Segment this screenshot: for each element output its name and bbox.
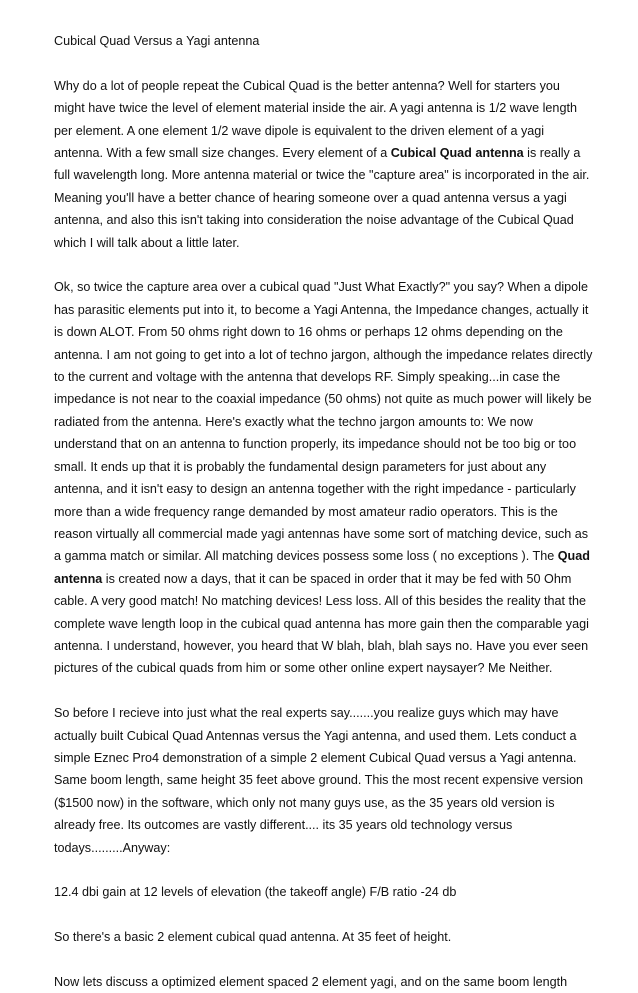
- paragraph-intro-text-b: is really a full wavelength long. More antenna material or twice the "capture area" is incorporated in the air. Meaning you'll have a better chance of hearing someone over a quad antenna versus a yagi antenna, and also this isn't taking into consideration the noise advantage of the Cubical Quad which I will talk about a little later.: [54, 146, 590, 250]
- paragraph-eznec: So before I recieve into just what the real experts say.......you realize guys which may have actually built Cubical Quad Antennas versus the Yagi antenna, and used them. Lets conduct a simple Eznec Pro4 demonstration of a simple 2 element Cubical Quad versus a Yagi antenna. Same boom length, same height 35 feet above ground. This the most recent expensive version ($1500 now) in the software, which only not many guys use, as the 35 years old version is already free. Its outcomes are vastly different.... its 35 years old technology versus todays.........Anyway:: [54, 706, 584, 855]
- paragraph-yagi-intro: Now lets discuss a optimized element spaced 2 element yagi, and on the same boom length: [54, 974, 568, 989]
- paragraph-intro: [54, 75, 594, 254]
- paragraph-intro-text-a: Why do a lot of people repeat the Cubical Quad is the better antenna? Well for starters you might have twice the level of element material inside the air. A yagi antenna is 1/2 wave length per element. A one element 1/2 wave dipole is equivalent to the driven element of a yagi antenna. With a few small size changes. Every element of a: [54, 78, 577, 161]
- document-title: Cubical Quad Versus a Yagi antenna: [54, 34, 260, 48]
- document-page: [54, 30, 594, 993]
- paragraph-impedance: [54, 276, 594, 679]
- paragraph-impedance-text-b: is created now a days, that it can be spaced in order that it may be fed with 50 Ohm cable. A very good match! No matching devices! Less loss. All of this besides the reality that the complete wave length loop in the cubical quad antenna has more gain then the comparable yagi antenna. I understand, however, you heard that W blah, blah, blah says no. Have you ever seen pictures of the cubical quads from him or some other online expert naysayer? Me Neither.: [54, 571, 589, 676]
- paragraph-gain-result: 12.4 dbi gain at 12 levels of elevation (the takeoff angle) F/B ratio -24 db: [54, 885, 457, 900]
- quad-antenna-link: Quad antenna: [54, 549, 590, 586]
- cubical-quad-antenna-link: Cubical Quad antenna: [390, 146, 524, 161]
- paragraph-impedance-text-a: Ok, so twice the capture area over a cubical quad "Just What Exactly?" you say? When a dipole has parasitic elements put into it, to become a Yagi Antenna, the Impedance changes, actually it is down ALOT. From 50 ohms right down to 16 ohms or perhaps 12 ohms depending on the antenna. I am not going to get into a lot of techno jargon, although the impedance relates directly to the current and voltage with the antenna that develops RF. Simply speaking...in case the impedance is not near to the coaxial impedance (50 ohms) not quite as much power will likely be radiated from the antenna. Here's exactly what the techno jargon amounts to: We now understand that on an antenna to function properly, its impedance should not be too big or too small. It ends up that it is probably the fundamental design parameters for just about any antenna, and it isn't easy to design an antenna together with the right impedance - particularly more than a wide frequency range demanded by most amateur radio operators. This is the reason virtually all commercial made yagi antennas have some sort of matching device, such as a gamma match or similar. All matching devices possess some loss ( no exceptions ). The: [54, 280, 593, 564]
- paragraph-quad-summary: So there's a basic 2 element cubical quad antenna. At 35 feet of height.: [54, 930, 452, 945]
